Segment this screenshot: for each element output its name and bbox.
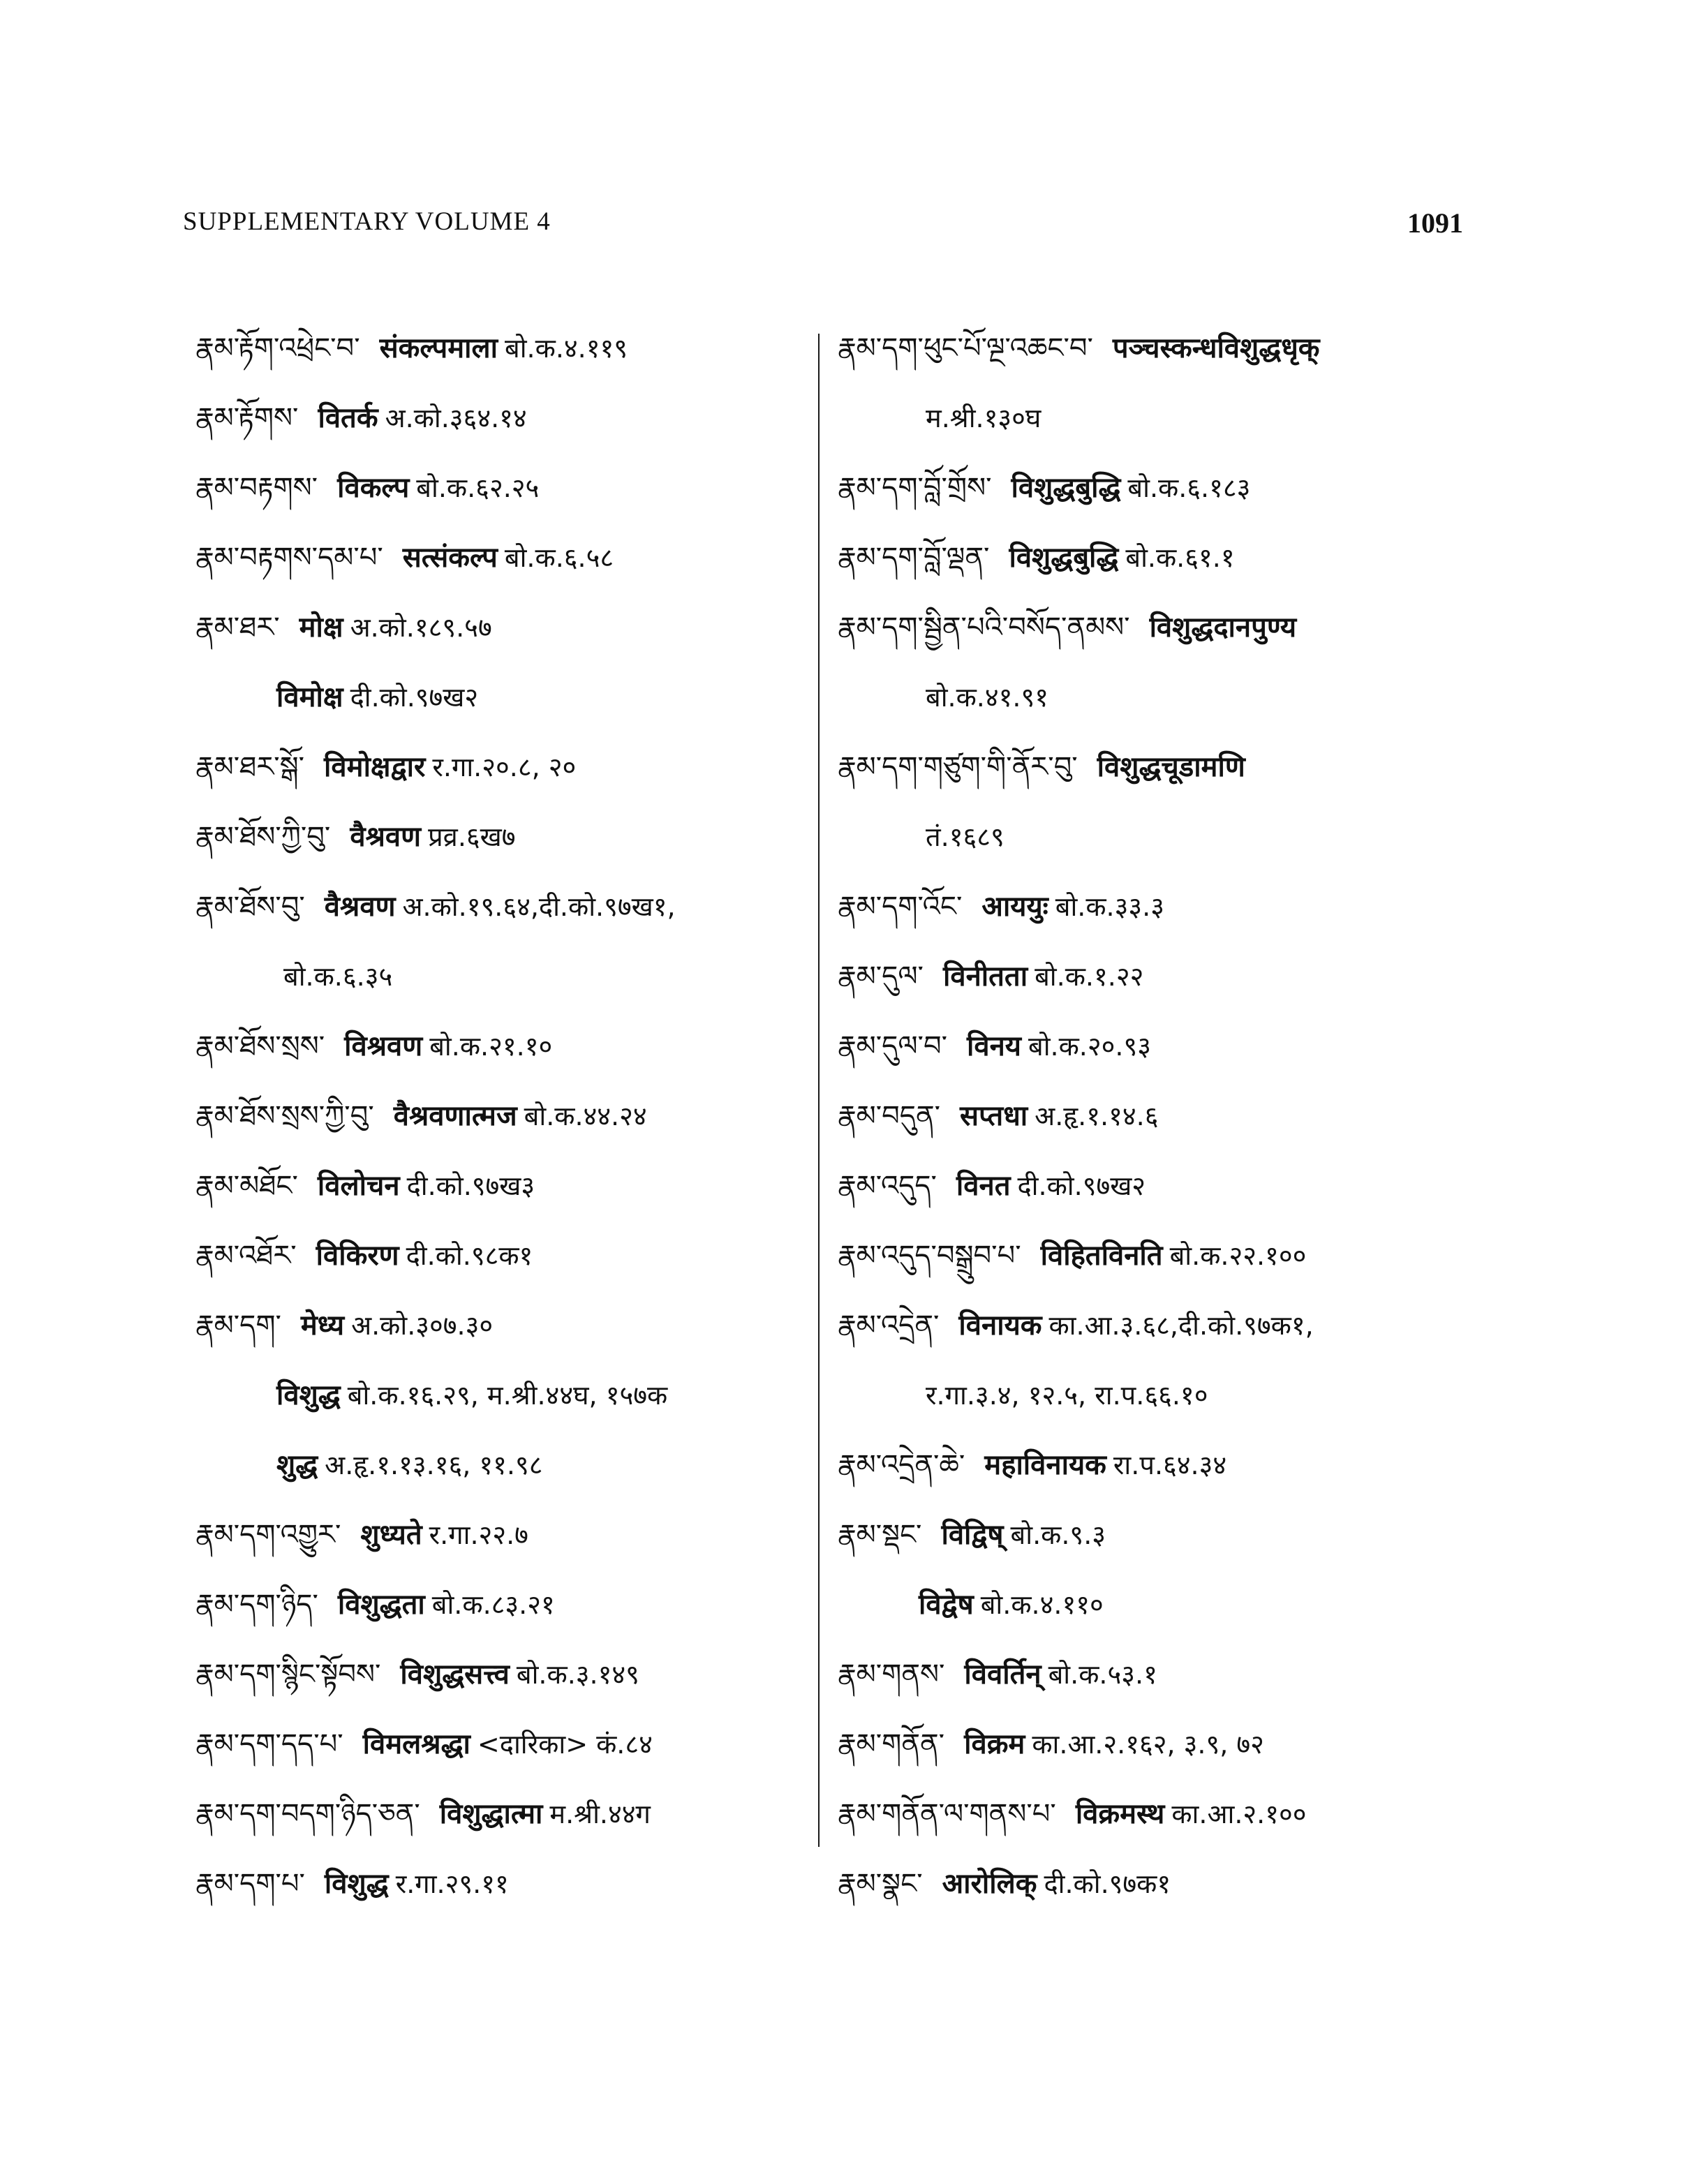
entry-headline (195, 801, 810, 871)
sanskrit-equivalent: विशुद्धबुद्धि (1011, 472, 1121, 504)
tibetan-term: རྣམ་ཐར་སྒོ་ (195, 751, 305, 783)
source-reference: बो.क.६२.२५ (416, 473, 540, 503)
entry-continuation (838, 382, 1466, 452)
entry-headline (838, 1429, 1466, 1499)
entry-continuation (838, 1569, 1466, 1639)
dictionary-entry (838, 1290, 1466, 1429)
tibetan-term: རྣམ་འདྲེན་ཆེ་ (838, 1449, 965, 1481)
source-reference: अ.को.३६४.१४ (385, 403, 527, 433)
sanskrit-equivalent: विशुद्धबुद्धि (1009, 542, 1119, 574)
dictionary-entry (195, 1290, 810, 1499)
tibetan-term: རྣམ་དག་བློ་གྲོས་ (838, 472, 992, 504)
sanskrit-equivalent: विद्वेष (919, 1589, 974, 1621)
entry-headline (838, 1709, 1466, 1778)
tibetan-term: རྣམ་དག་ཕུང་པོ་ལྔ་འཆང་བ་ (838, 332, 1093, 364)
dictionary-entry (838, 1778, 1466, 1848)
source-reference: र.गा.२९.११ (395, 1869, 509, 1899)
tibetan-term: རྣམ་ཐར་ (195, 611, 280, 644)
source-reference: दी.को.९७ख२ (1017, 1171, 1146, 1201)
tibetan-term: རྣམ་དག་བློ་ལྡན་ (838, 542, 990, 574)
dictionary-entry (195, 1499, 810, 1569)
dictionary-entry (195, 1709, 810, 1778)
sanskrit-equivalent: विशुद्धात्मा (439, 1798, 543, 1830)
entry-headline (195, 1639, 810, 1709)
source-reference: म.श्री.४४ग (549, 1799, 651, 1829)
sanskrit-equivalent: शुध्यते (360, 1519, 422, 1551)
sanskrit-equivalent: पञ्चस्कन्धविशुद्धधृक् (1112, 332, 1320, 364)
left-column (195, 313, 810, 1918)
dictionary-entry (195, 1150, 810, 1220)
source-reference: अ.को.१८९.५७ (350, 612, 492, 643)
sanskrit-equivalent: वितर्क (318, 402, 378, 434)
entry-headline (838, 313, 1466, 382)
entry-headline (195, 1569, 810, 1639)
tibetan-term: རྣམ་འདུད་ (838, 1170, 937, 1202)
sanskrit-equivalent: सत्संकल्प (402, 542, 498, 574)
tibetan-term: རྣམ་གནས་ (838, 1658, 945, 1691)
source-reference: म.श्री.१३०घ (926, 403, 1042, 433)
entry-continuation (838, 1360, 1466, 1429)
entry-continuation (838, 801, 1466, 871)
sanskrit-equivalent: विमोक्षद्वार (324, 751, 426, 783)
dictionary-entry (195, 1220, 810, 1290)
entry-headline (195, 1778, 810, 1848)
tibetan-term: རྣམ་དག་ཉིད་ (195, 1589, 318, 1621)
source-reference: तं.१६८९ (926, 822, 1005, 852)
dictionary-entry (838, 1429, 1466, 1499)
entry-headline (195, 1499, 810, 1569)
dictionary-entry (195, 452, 810, 522)
entry-headline (195, 592, 810, 662)
sanskrit-equivalent: विनायक (958, 1309, 1042, 1342)
entry-headline (838, 522, 1466, 592)
page-header (183, 207, 1463, 248)
dictionary-entry (838, 1220, 1466, 1290)
tibetan-term: རྣམ་བརྟགས་ (195, 472, 318, 504)
dictionary-entry (195, 1569, 810, 1639)
dictionary-entry (195, 1639, 810, 1709)
tibetan-term: རྣམ་སྡང་ (838, 1519, 922, 1551)
dictionary-entry (838, 941, 1466, 1011)
source-reference: अ.हृ.१.१४.६ (1035, 1101, 1159, 1131)
dictionary-entry (195, 801, 810, 871)
source-reference: का.आ.२.१०० (1171, 1799, 1307, 1829)
source-reference: बो.क.४.११० (980, 1589, 1104, 1620)
tibetan-term: རྣམ་ཐོས་སྲས་ཀྱི་བུ་ (195, 1100, 374, 1132)
sanskrit-equivalent: विहितविनति (1040, 1240, 1163, 1272)
source-reference: र.गा.२०.८, २० (432, 752, 577, 782)
dictionary-entry (195, 871, 810, 1011)
tibetan-term: རྣམ་འདུད་བསྒྲུབ་པ་ (838, 1240, 1021, 1272)
entry-continuation (838, 662, 1466, 731)
sanskrit-equivalent: विलोचन (317, 1170, 400, 1202)
dictionary-entry (838, 1499, 1466, 1639)
entry-headline (838, 1778, 1466, 1848)
tibetan-term: རྣམ་བརྟགས་དམ་པ་ (195, 542, 383, 574)
entry-headline (195, 1848, 810, 1918)
entry-continuation (195, 662, 810, 731)
dictionary-entry (195, 1011, 810, 1080)
entry-headline (195, 731, 810, 801)
sanskrit-equivalent: विनत (956, 1170, 1011, 1202)
dictionary-entry (195, 1080, 810, 1150)
sanskrit-equivalent: संकल्पमाला (379, 332, 498, 364)
sanskrit-equivalent: शुद्ध (276, 1449, 318, 1481)
sanskrit-equivalent: वैश्रवण (324, 891, 396, 923)
right-column (838, 313, 1466, 1918)
source-reference: बो.क.२१.१० (429, 1031, 553, 1062)
tibetan-term: རྣམ་འཐོར་ (195, 1240, 297, 1272)
source-reference: बो.क.९.३ (1010, 1520, 1106, 1550)
source-reference: <दारिका> कं.८४ (477, 1729, 653, 1760)
dictionary-entry (838, 871, 1466, 941)
source-reference: बो.क.८३.२१ (431, 1589, 555, 1620)
entry-headline (838, 592, 1466, 662)
sanskrit-equivalent: विशुद्धसत्त्व (400, 1658, 510, 1691)
entry-headline (838, 731, 1466, 801)
source-reference: अ.को.१९.६४,दी.को.९७ख१, (402, 891, 676, 922)
sanskrit-equivalent: विकल्प (337, 472, 410, 504)
sanskrit-equivalent: विमलश्रद्धा (362, 1728, 470, 1760)
dictionary-entry (838, 1709, 1466, 1778)
entry-headline (838, 1080, 1466, 1150)
entry-headline (838, 1499, 1466, 1569)
tibetan-term: རྣམ་ཐོས་བུ་ (195, 891, 305, 923)
source-reference: दी.को.९७ख३ (406, 1171, 535, 1201)
source-reference: का.आ.२.१६२, ३.९, ७२ (1032, 1729, 1264, 1760)
source-reference: बो.क.१.२२ (1035, 961, 1144, 992)
sanskrit-equivalent: विद्विष् (941, 1519, 1004, 1551)
tibetan-term: རྣམ་ཐོས་སྲས་ (195, 1030, 325, 1062)
tibetan-term: རྣམ་དག་འགྱུར་ (195, 1519, 341, 1551)
entry-headline (195, 871, 810, 941)
dictionary-entry (195, 592, 810, 731)
sanskrit-equivalent: विशुद्ध (324, 1868, 389, 1900)
entry-headline (195, 1080, 810, 1150)
dictionary-entry (838, 1150, 1466, 1220)
entry-headline (195, 1011, 810, 1080)
tibetan-term: རྣམ་དག་གཙུག་གི་ནོར་བུ་ (838, 751, 1078, 783)
sanskrit-equivalent: विक्रम (964, 1728, 1025, 1760)
entry-headline (838, 452, 1466, 522)
dictionary-entry (195, 1778, 810, 1848)
entry-headline (195, 522, 810, 592)
source-reference: अ.को.३०७.३० (351, 1310, 494, 1341)
sanskrit-equivalent: आरोलिक् (942, 1868, 1037, 1900)
source-reference: प्रव्र.६ख७ (428, 822, 516, 852)
tibetan-term: རྣམ་དག་སྦྱིན་པའི་བསོད་ནམས་ (838, 611, 1130, 644)
entry-headline (195, 1220, 810, 1290)
dictionary-entry (838, 592, 1466, 731)
dictionary-entry (195, 313, 810, 382)
dictionary-entry (838, 1011, 1466, 1080)
tibetan-term: རྣམ་འདྲེན་ (838, 1309, 940, 1342)
entry-headline (838, 871, 1466, 941)
tibetan-term: རྣམ་མཐོང་ (195, 1170, 298, 1202)
tibetan-term: རྣམ་ཐོས་ཀྱི་བུ་ (195, 821, 331, 853)
source-reference: बो.क.४१.९१ (926, 682, 1049, 713)
entry-continuation (195, 1360, 810, 1429)
dictionary-entry (195, 522, 810, 592)
entry-headline (838, 1011, 1466, 1080)
entry-headline (838, 941, 1466, 1011)
tibetan-term: རྣམ་རྟོགས་ (195, 402, 299, 434)
entry-headline (195, 313, 810, 382)
sanskrit-equivalent: विनीतता (942, 960, 1028, 993)
running-head: SUPPLEMENTARY VOLUME 4 (183, 207, 551, 236)
sanskrit-equivalent: वैश्रवण (350, 821, 422, 853)
source-reference: बो.क.१६.२९, म.श्री.४४घ, १५७क (347, 1380, 668, 1411)
dictionary-entry (195, 382, 810, 452)
entry-headline (195, 1709, 810, 1778)
sanskrit-equivalent: विनय (967, 1030, 1021, 1062)
source-reference: बो.क.६.३५ (283, 961, 393, 992)
source-reference: र.गा.३.४, १२.५, रा.प.६६.१० (926, 1380, 1208, 1411)
dictionary-entry (838, 1080, 1466, 1150)
dictionary-entry (838, 522, 1466, 592)
source-reference: बो.क.५३.१ (1048, 1659, 1157, 1690)
sanskrit-equivalent: मेध्य (300, 1309, 345, 1342)
sanskrit-equivalent: विशुद्ध (276, 1379, 341, 1411)
source-reference: बो.क.२०.९३ (1028, 1031, 1152, 1062)
source-reference: बो.क.६.५८ (504, 542, 614, 573)
source-reference: बो.क.४.११९ (505, 333, 628, 364)
tibetan-term: རྣམ་དག་འོང་ (838, 891, 963, 923)
source-reference: दी.को.९७क१ (1044, 1869, 1171, 1899)
entry-headline (838, 1220, 1466, 1290)
sanskrit-equivalent: विशुद्धता (337, 1589, 425, 1621)
tibetan-term: རྣམ་གནོན་ (838, 1728, 945, 1760)
page-number: 1091 (1407, 207, 1463, 239)
dictionary-entry (195, 731, 810, 801)
tibetan-term: རྣམ་དག་དད་པ་ (195, 1728, 343, 1760)
source-reference: का.आ.३.६८,दी.को.९७क१, (1048, 1310, 1314, 1341)
sanskrit-equivalent: वैश्रवणात्मज (393, 1100, 517, 1132)
entry-headline (195, 1290, 810, 1360)
sanskrit-equivalent: विकिरण (316, 1240, 399, 1272)
sanskrit-equivalent: विश्रवण (344, 1030, 423, 1062)
dictionary-entry (838, 313, 1466, 452)
sanskrit-equivalent: आययुः (981, 891, 1048, 923)
tibetan-term: རྣམ་བདུན་ (838, 1100, 941, 1132)
tibetan-term: རྣམ་སྣང་ (838, 1868, 923, 1900)
dictionary-entry (838, 452, 1466, 522)
sanskrit-equivalent: महाविनायक (984, 1449, 1106, 1481)
sanskrit-equivalent: सप्तधा (960, 1100, 1028, 1132)
tibetan-term: རྣམ་རྟོག་འཕྲེང་བ་ (195, 332, 360, 364)
tibetan-term: རྣམ་གནོན་ལ་གནས་པ་ (838, 1798, 1056, 1830)
source-reference: बो.क.२२.१०० (1169, 1240, 1307, 1271)
tibetan-term: རྣམ་དུལ་ (838, 960, 924, 993)
entry-headline (195, 1150, 810, 1220)
source-reference: बो.क.३३.३ (1055, 891, 1164, 922)
entry-headline (838, 1290, 1466, 1360)
sanskrit-equivalent: विक्रमस्थ (1075, 1798, 1165, 1830)
dictionary-entry (838, 1639, 1466, 1709)
source-reference: बो.क.६१.१ (1125, 542, 1235, 573)
sanskrit-equivalent: मोक्ष (299, 611, 343, 644)
sanskrit-equivalent: विवर्तिन् (964, 1658, 1042, 1691)
sanskrit-equivalent: विशुद्धचूडामणि (1097, 751, 1245, 783)
entry-continuation (195, 941, 810, 1011)
entry-headline (195, 452, 810, 522)
source-reference: अ.हृ.१.१३.१६, ११.९८ (325, 1450, 543, 1480)
dictionary-entry (838, 731, 1466, 871)
entry-continuation (195, 1429, 810, 1499)
source-reference: दी.को.९७ख२ (350, 682, 479, 713)
source-reference: र.गा.२२.७ (429, 1520, 528, 1550)
source-reference: बो.क.४४.२४ (524, 1101, 647, 1131)
dictionary-entry (195, 1848, 810, 1918)
tibetan-term: རྣམ་དུལ་བ་ (838, 1030, 947, 1062)
source-reference: रा.प.६४.३४ (1113, 1450, 1227, 1480)
source-reference: बो.क.६.१८३ (1127, 473, 1251, 503)
source-reference: बो.क.३.१४९ (516, 1659, 639, 1690)
entry-headline (838, 1150, 1466, 1220)
source-reference: दी.को.९८क१ (406, 1240, 533, 1271)
dictionary-entry (838, 1848, 1466, 1918)
tibetan-term: རྣམ་དག་པ་ (195, 1868, 305, 1900)
tibetan-term: རྣམ་དག་སྙིང་སྟོབས་ (195, 1658, 381, 1691)
entry-headline (838, 1639, 1466, 1709)
column-divider (818, 334, 820, 1847)
sanskrit-equivalent: विशुद्धदानपुण्य (1149, 611, 1297, 644)
sanskrit-equivalent: विमोक्ष (276, 681, 343, 713)
tibetan-term: རྣམ་དག་ (195, 1309, 281, 1342)
entry-headline (838, 1848, 1466, 1918)
entry-headline (195, 382, 810, 452)
tibetan-term: རྣམ་དག་བདག་ཉིད་ཅན་ (195, 1798, 420, 1830)
